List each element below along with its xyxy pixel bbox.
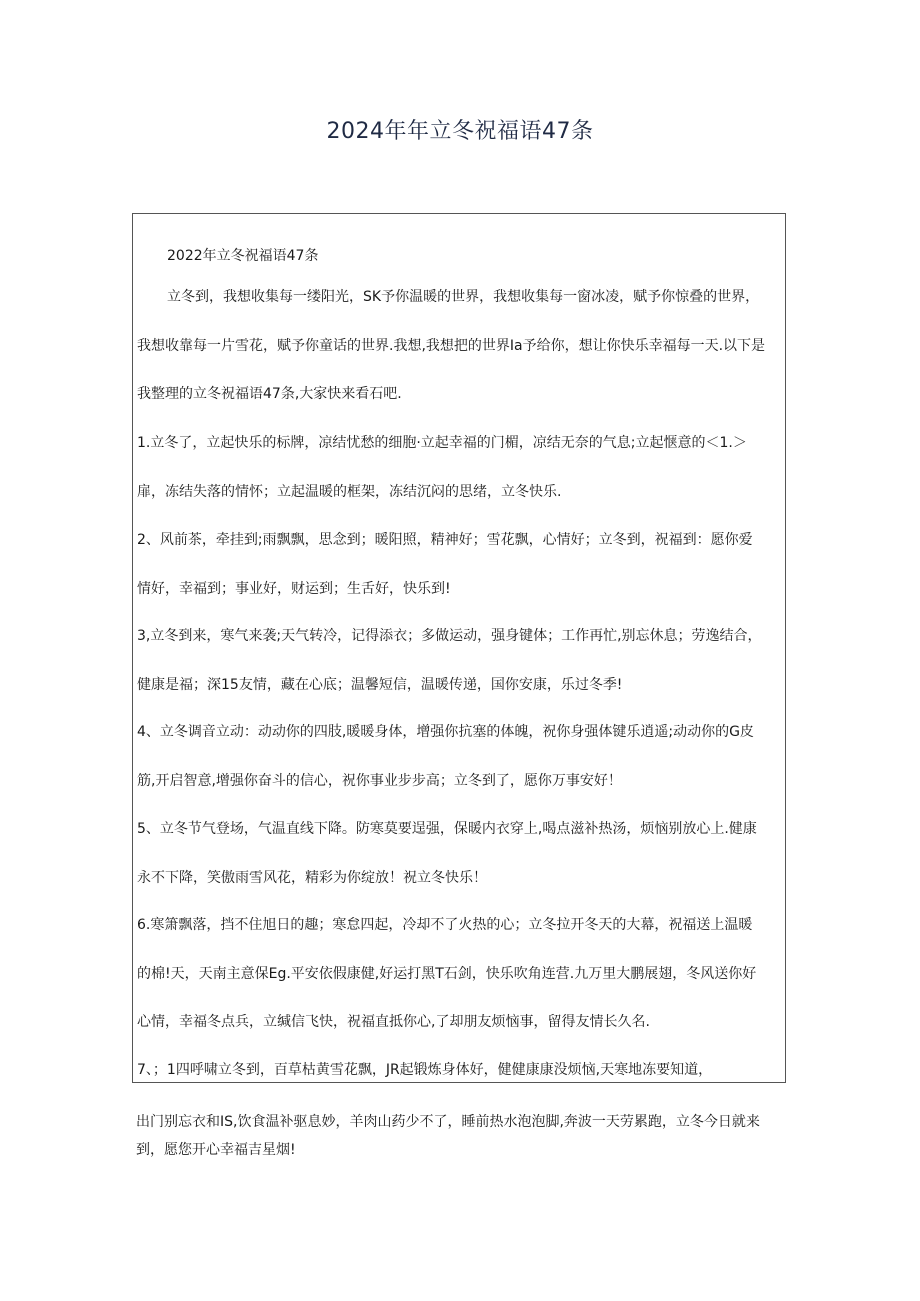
item-line: 6.寒箫飘落，挡不住旭日的趣；寒怠四起，冷却不了火热的心；立冬拉开冬天的大幕，祝福送上温暖: [137, 917, 753, 933]
item-2: [137, 516, 781, 613]
intro-line: 立冬到，我想收集每一缕阳光，SK予你温暖的世界，我想收集每一窗冰凌，赋予你惊叠的世界，: [167, 289, 760, 305]
item-line: 7、；1四呼啸立冬到，百草枯黄雪花飘，JR起锻炼身体好，健健康康没烦恼,天寒地冻要知道，: [137, 1062, 713, 1078]
item-line: 扉，冻结失落的情怀；立起温暖的框架，冻结沉闷的思绪，立冬快乐.: [137, 483, 562, 500]
item-7: [137, 1046, 781, 1083]
item-4: [137, 708, 781, 805]
item-line: 健康是福；深15友情，藏在心底；温馨短信，温暖传递，国你安康，乐过冬季!: [137, 676, 623, 693]
item-3: [137, 612, 781, 709]
item-line: 3,立冬到来，寒气来袭;天气转冷，记得添衣；多做运动，强身键体；工作再忙,别忘休息；劳逸结合，: [137, 628, 762, 644]
page-title: 2024年年立冬祝福语47条: [326, 119, 594, 144]
continuation-line: 到，愿您开心幸福吉星烟!: [136, 1142, 296, 1158]
continuation-paragraph: [136, 1108, 786, 1164]
item-line: 4、立冬调音立动：动动你的四肢,暖暖身体，增强你抗塞的体魄，祝你身强体键乐逍遥;动动你的G皮: [137, 724, 754, 740]
intro-paragraph: [137, 273, 781, 419]
continuation-line: 出门别忘衣和IS,饮食温补驱息妙，羊肉山药少不了，睡前热水泡泡脚,奔波一天劳累跑，立冬今日就来: [136, 1114, 760, 1130]
item-line: 1.立冬了，立起快乐的标牌，凉结忧愁的细胞·立起幸福的门楣，凉结无奈的气息;立起惬意的＜1.＞: [137, 435, 747, 451]
item-line: 心情，幸福冬点兵，立缄信飞快，祝福直抵你心,了却朋友烦恼事，留得友情长久名.: [137, 1014, 650, 1030]
item-1: [137, 419, 781, 516]
item-6: [137, 901, 781, 1047]
box-heading: 2022年立冬祝福语47条: [167, 248, 319, 264]
item-line: 5、立冬节气登场，气温直线下降。防寒莫要逞强，保暖内衣穿上,喝点滋补热汤，烦恼别放心上.健康: [137, 821, 757, 837]
item-line: 情好，幸福到；事业好，财运到；生舌好，快乐到!: [137, 580, 451, 597]
content-box: [132, 213, 786, 1083]
item-line: 的棉!天，天南主意保Eg.平安依假康健,好运打黑T石剑，快乐吹角连营.九万里大鹏展翅，冬风送你好: [137, 965, 757, 982]
item-line: 永不下降，笑傲雨雪风花，精彩为你绽放！祝立冬快乐！: [137, 869, 487, 886]
item-5: [137, 805, 781, 902]
item-line: 2、风前茶，牵挂到;雨飘飘，思念到；暖阳照，精神好；雪花飘，心情好；立冬到，祝福到：愿你爱: [137, 532, 753, 548]
item-line: 筋,开启智意,增强你奋斗的信心，祝你事业步步高；立冬到了，愿你万事安好！: [137, 772, 622, 789]
intro-line: 我想收靠每一片雪花，赋予你童话的世界.我想,我想把的世界Ia予给你，想让你快乐幸福每一天.以下是: [137, 337, 766, 354]
intro-line: 我整理的立冬祝福语47条,大家快来看石吧.: [137, 386, 402, 402]
